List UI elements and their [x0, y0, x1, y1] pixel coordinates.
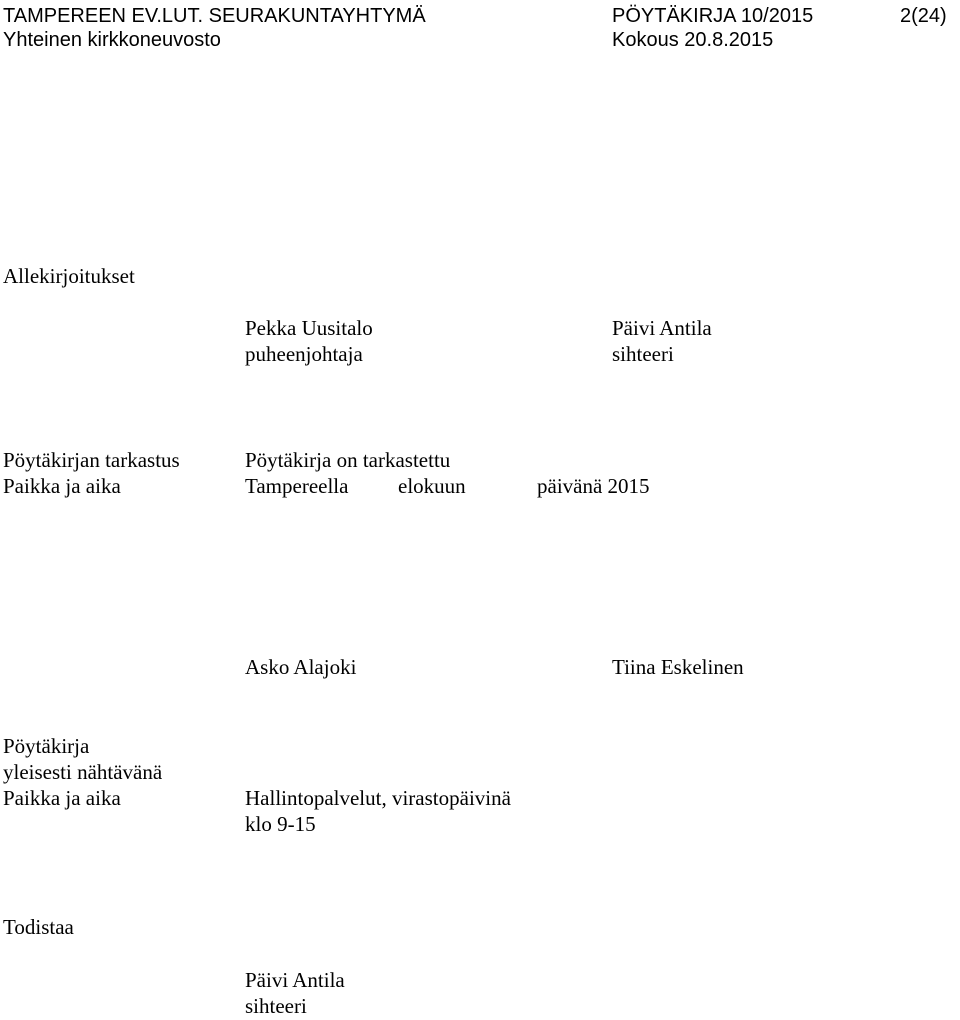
display-hours: klo 9-15: [245, 812, 316, 836]
review-place: Tampereella: [245, 474, 349, 498]
review-month: elokuun: [398, 474, 466, 498]
display-label-line2: yleisesti nähtävänä: [3, 760, 163, 784]
review-statement: Pöytäkirja on tarkastettu: [245, 448, 451, 472]
chair-name: Pekka Uusitalo: [245, 316, 373, 340]
header-body-name: Yhteinen kirkkoneuvosto: [3, 29, 221, 51]
certifier-name: Päivi Antila: [245, 968, 345, 992]
certification-label: Todistaa: [3, 915, 74, 939]
signatures-heading: Allekirjoitukset: [3, 264, 135, 288]
reviewer-2-name: Tiina Eskelinen: [612, 655, 744, 679]
secretary-name: Päivi Antila: [612, 316, 712, 340]
header-org: TAMPEREEN EV.LUT. SEURAKUNTAYHTYMÄ: [3, 5, 426, 27]
header-meeting-date: Kokous 20.8.2015: [612, 29, 774, 51]
review-label: Pöytäkirjan tarkastus: [3, 448, 180, 472]
secretary-role: sihteeri: [612, 342, 674, 366]
chair-role: puheenjohtaja: [245, 342, 363, 366]
review-day-year: päivänä 2015: [537, 474, 650, 498]
certifier-role: sihteeri: [245, 994, 307, 1018]
review-place-time-label: Paikka ja aika: [3, 474, 121, 498]
header-page-number: 2(24): [900, 5, 947, 27]
display-label-line1: Pöytäkirja: [3, 734, 90, 758]
header-doc-title: PÖYTÄKIRJA 10/2015: [612, 5, 814, 27]
display-location: Hallintopalvelut, virastopäivinä: [245, 786, 511, 810]
display-place-time-label: Paikka ja aika: [3, 786, 121, 810]
reviewer-1-name: Asko Alajoki: [245, 655, 357, 679]
